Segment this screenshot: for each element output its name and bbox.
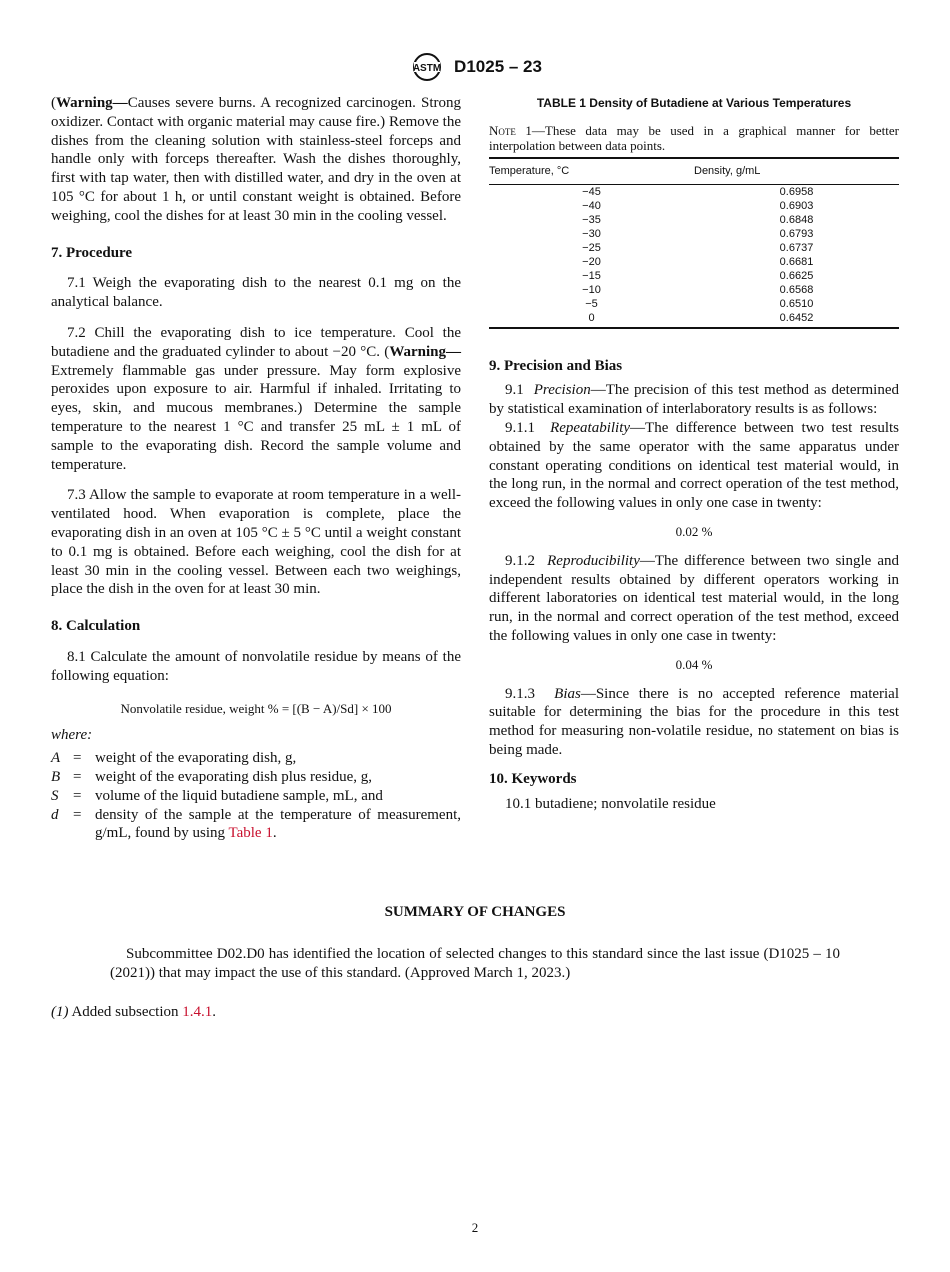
table-row [489,283,899,297]
density-header: Density, g/mL [694,158,899,184]
def-symbol: d [51,806,59,823]
def-text: weight of the evaporating dish plus residue, g, [95,768,373,785]
table-note [489,123,899,153]
density-cell: 0.6568 [779,283,814,296]
para-text: —The difference between two test results obtained by the same operator with the same apparatus under constant operating conditions on identical test material would, in the long run, in the normal and correct operation of the test method, exceed the following values in only one case in twenty: [489,419,899,512]
para-9-1-3 [489,685,899,760]
para-7-1: 7.1 Weigh the evaporating dish to the nearest 0.1 mg on the analytical balance. [51,275,461,311]
para-7-2-warning: Warning— [389,343,461,360]
table-row [489,311,899,328]
para-number: 9.1.2 [505,552,535,569]
definition-row [51,806,461,844]
para-9-1 [489,381,899,419]
temperature-cell: −15 [582,269,601,282]
subsection-link[interactable]: 1.4.1 [182,1004,213,1020]
def-text: weight of the evaporating dish, g, [95,750,297,767]
density-cell: 0.6510 [779,297,814,310]
table-row [489,241,899,255]
change-item [51,1004,216,1021]
warning-paragraph: (Warning—Causes severe burns. A recognized carcinogen. Strong oxidizer. Contact with organic material may cause fire.) Remove the dishes from the cleaning solution with stainless-steel forceps and handle only with forceps thereafter. Wash the dishes thoroughly, first with tap water, then with distilled water, and dry in the oven at 105 °C for about 1 h, or until constant weight is obtained. Before weighing, cool the dishes for at least 30 min in the cooling vessel. [51,95,462,224]
para-9-1-2 [489,552,899,646]
term: Reproducibility [547,552,640,569]
repeatability-value: 0.02 % [675,523,713,539]
density-cell: 0.6452 [694,311,899,328]
note-label: Note 1 [489,122,532,138]
density-cell: 0.6958 [779,185,814,198]
definition-row [51,768,461,787]
density-cell: 0.6903 [779,199,814,212]
density-cell: 0.6681 [779,255,814,268]
para-10-1: 10.1 butadiene; nonvolatile residue [505,795,716,812]
table-row [489,199,899,213]
definition-row [51,749,461,768]
para-7-3: 7.3 Allow the sample to evaporate at room temperature in a well-ventilated hood. When evaporation is complete, place the evaporating dish in an oven at 105 °C ± 5 °C until a weight constant to 0.1 mg is obtained. Before each weighing, cool the dish for at least 30 min in the cooling vessel. Between each two weighings, place the dish in the oven for at least 30 min. [51,487,461,598]
section-8-title: 8. Calculation [51,618,141,635]
term: Precision [533,382,591,399]
para-number: 9.1.1 [505,419,535,436]
change-text: Added subsection [71,1004,179,1020]
warning-text: Causes severe burns. A recognized carcinogen. Strong oxidizer. Contact with organic material may cause fire.) [51,95,461,130]
table-row [489,184,899,199]
para-9-1-1 [489,419,899,513]
temperature-cell: 0 [489,311,694,328]
section-7-title: 7. Procedure [51,244,133,261]
para-text: —The precision of this test method as determined by statistical examination of interlaboratory results is as follows: [489,382,899,418]
def-text [95,806,461,844]
temperature-cell: −5 [585,297,598,310]
variable-definitions [51,749,461,843]
temperature-cell: −45 [582,185,601,198]
density-table [489,157,899,329]
table-1-link[interactable]: Table 1 [228,825,273,842]
dishes-paragraph: Remove the dishes from the cleaning solution with stainless-steel forceps and handle only with forceps thereafter. Wash the dishes thoroughly, first with tap water, then with distilled water, and dry in the oven at 105 °C for about 1 h, or until constant weight is obtained. Before weighing, cool the dishes for at least 30 min in the cooling vessel. [51,113,462,224]
table-row [489,297,899,311]
def-equals: = [73,787,82,804]
page-header [0,52,950,82]
def-symbol: A [51,750,61,767]
where-label: where: [51,727,93,744]
para-7-2 [51,324,461,474]
temperature-header: Temperature, °C [489,158,694,184]
table-row [489,269,899,283]
table-row [489,227,899,241]
para-7-2-a: 7.2 Chill the evaporating dish to ice temperature. Cool the butadiene and the graduated cylinder to about −20 °C. ( [51,324,461,360]
table-caption: TABLE 1 Density of Butadiene at Various Temperatures [536,96,852,110]
right-column [489,94,899,813]
density-cell: 0.6848 [779,213,814,226]
para-text: —The difference between two single and independent results obtained by different operators working in different laboratories on identical test material would, in the long run, in the normal and correct operation of the test method, exceed the following values in only one case in twenty: [489,552,899,644]
density-cell: 0.6793 [779,227,814,240]
def-equals: = [73,750,82,767]
temperature-cell: −10 [582,283,601,296]
table-header-row [489,158,899,184]
def-symbol: S [51,787,59,804]
summary-text: Subcommittee D02.D0 has identified the location of selected changes to this standard since the last issue (D1025 – 10 (2021)) that may impact the use of this standard. (Approved March 1, 2023.) [110,946,840,981]
document-code: D1025 – 23 [454,57,542,76]
density-cell: 0.6737 [779,241,814,254]
temperature-cell: −20 [582,255,601,268]
table-row [489,213,899,227]
temperature-cell: −25 [582,241,601,254]
def-symbol: B [51,768,61,785]
warning-label: Warning— [56,95,128,111]
change-end: . [212,1004,217,1020]
definition-row [51,787,461,806]
para-7-2-b: Extremely flammable gas under pressure. May form explosive peroxides upon exposure to air. Harmful if inhaled. Irritating to eyes, skin, and mucous membranes.) Determine the sample temperature to the nearest 1 °C and transfer 25 mL ± 1 mL of sample to the evaporating dish. Record the sample volume and temperature. [51,362,461,473]
astm-logo [408,52,446,82]
change-number: (1) [51,1004,69,1020]
term: Repeatability [550,419,631,436]
left-column [51,94,461,843]
page-number: 2 [471,1220,479,1235]
def-equals: = [73,806,82,823]
svg-text:ASTM: ASTM [412,63,442,74]
temperature-cell: −40 [582,199,601,212]
para-text: —Since there is no accepted reference material suitable for determining the bias for the procedure in this test method for measuring non-volatile residue, no statement on bias is being made. [489,685,900,758]
density-cell: 0.6625 [779,269,814,282]
section-9-title: 9. Precision and Bias [489,357,623,374]
def-end: . [272,825,277,842]
para-number: 9.1 [505,382,524,399]
term: Bias [554,685,581,702]
def-equals: = [73,768,82,785]
para-8-1: 8.1 Calculate the amount of nonvolatile residue by means of the following equation: [51,648,461,684]
def-text-body: density of the sample at the temperature of measurement, g/mL, found by using [95,806,461,842]
note-text: —These data may be used in a graphical manner for better interpolation between data points. [489,122,899,153]
section-10-title: 10. Keywords [489,770,577,787]
temperature-cell: −35 [582,213,601,226]
equation: Nonvolatile residue, weight % = [(B − A)/Sd] × 100 [120,700,392,716]
reproducibility-value: 0.04 % [675,656,713,672]
summary-title: SUMMARY OF CHANGES [384,904,566,920]
table-row [489,255,899,269]
para-number: 9.1.3 [505,685,535,702]
def-text: volume of the liquid butadiene sample, mL, and [95,787,383,804]
temperature-cell: −30 [582,227,601,240]
